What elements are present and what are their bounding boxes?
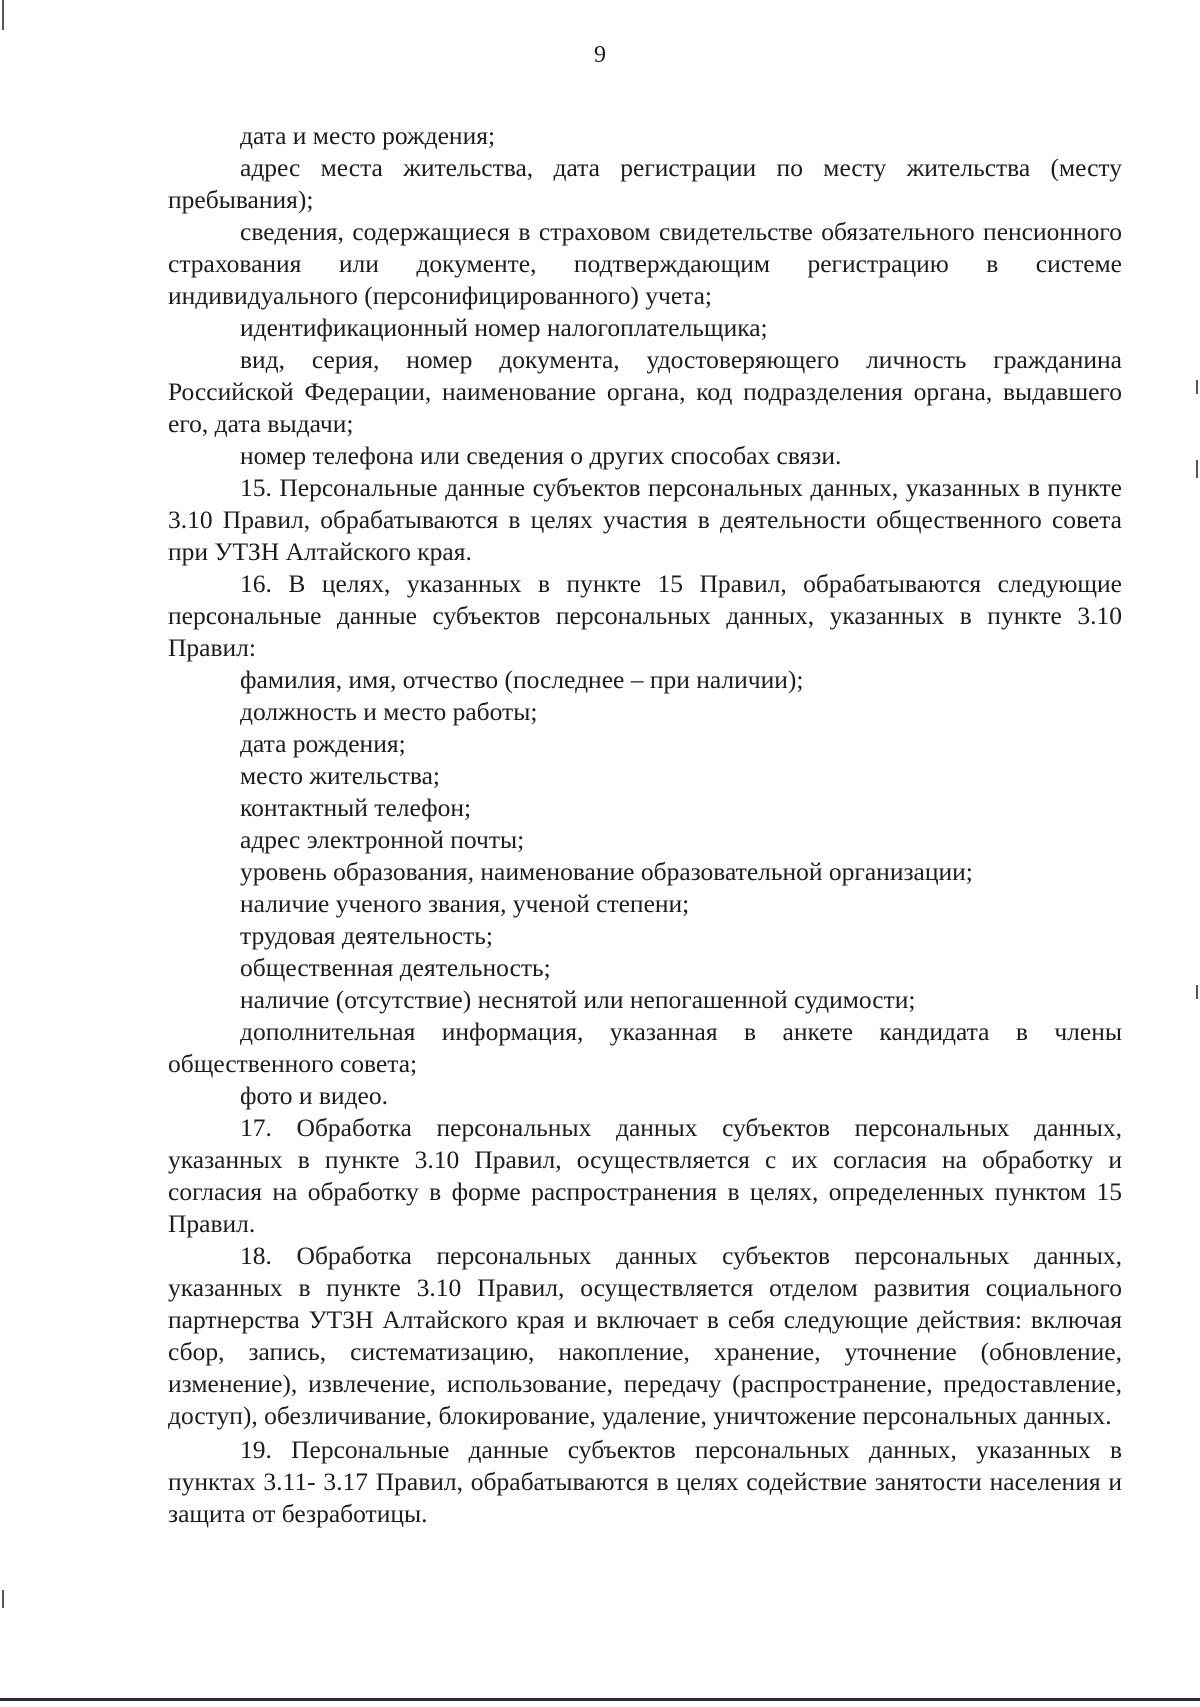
scan-mark-right-1	[1196, 380, 1198, 394]
list-item-work-activity: трудовая деятельность;	[240, 921, 493, 950]
list-item-criminal-record: наличие (отсутствие) неснятой или непогашенной судимости;	[240, 985, 916, 1014]
scan-bottom-edge	[0, 1698, 1200, 1701]
list-item-additional-info: дополнительная информация, указанная в анкете кандидата в члены общественного совета;	[168, 1017, 1122, 1078]
paragraph-birth-date-place: дата и место рождения;	[240, 121, 496, 150]
list-item-birth-date: дата рождения;	[240, 729, 406, 758]
list-item-academic-degree: наличие ученого звания, ученой степени;	[240, 889, 690, 918]
list-item-residence: место жительства;	[240, 761, 440, 790]
list-item-photo-video: фото и видео.	[240, 1081, 388, 1110]
list-item-education: уровень образования, наименование образовательной организации;	[240, 857, 973, 886]
paragraph-residence-address: адрес места жительства, дата регистрации по месту жительства (месту пребывания);	[168, 153, 1122, 214]
paragraph-tax-id: идентификационный номер налогоплательщика;	[240, 313, 768, 342]
paragraph-identity-document: вид, серия, номер документа, удостоверяющего личность гражданина Российской Федерации, наименование органа, код подразделения органа, выдавшего его, дата выдачи;	[168, 345, 1122, 438]
paragraph-clause-15: 15. Персональные данные субъектов персональных данных, указанных в пункте 3.10 Правил, обрабатываются в целях участия в деятельности общественного совета при УТЗН Алтайского края.	[168, 473, 1122, 566]
paragraph-clause-16: 16. В целях, указанных в пункте 15 Правил, обрабатываются следующие персональные данные субъектов персональных данных, указанных в пункте 3.10 Правил:	[168, 569, 1122, 662]
scan-mark-right-2	[1196, 460, 1198, 478]
list-item-public-activity: общественная деятельность;	[240, 953, 551, 982]
paragraph-pension-insurance: сведения, содержащиеся в страховом свидетельстве обязательного пенсионного страхования или документе, подтверждающим регистрацию в системе индивидуального (персонифицированного) учета;	[168, 217, 1122, 310]
scan-mark-right-3	[1196, 985, 1198, 999]
page-number: 9	[594, 42, 606, 68]
list-item-full-name: фамилия, имя, отчество (последнее – при наличии);	[240, 665, 804, 694]
paragraph-clause-19: 19. Персональные данные субъектов персональных данных, указанных в пунктах 3.11- 3.17 Правил, обрабатываются в целях содействие занятости населения и защита от безработицы.	[168, 1435, 1122, 1528]
paragraph-clause-18: 18. Обработка персональных данных субъектов персональных данных, указанных в пункте 3.10 Правил, осуществляется отделом развития социального партнерства УТЗН Алтайского края и включает в себя следующие действия: включая сбор, запись, систематизацию, накопление, хранение, уточнение (обновление, изменение), извлечение, использование, передачу (распространение, предоставление, доступ), обезличивание, блокирование, удаление, уничтожение персональных данных.	[168, 1241, 1122, 1430]
paragraph-phone-contact: номер телефона или сведения о других способах связи.	[240, 441, 842, 470]
list-item-email: адрес электронной почты;	[240, 825, 525, 854]
scan-mark-left-top	[2, 0, 4, 30]
list-item-contact-phone: контактный телефон;	[240, 793, 472, 822]
list-item-position-workplace: должность и место работы;	[240, 697, 538, 726]
scan-mark-left-bottom	[2, 1590, 4, 1608]
document-body	[168, 120, 1122, 1530]
paragraph-clause-17: 17. Обработка персональных данных субъектов персональных данных, указанных в пункте 3.10 Правил, осуществляется с их согласия на обработку и согласия на обработку в форме распространения в целях, определенных пунктом 15 Правил.	[168, 1113, 1122, 1238]
